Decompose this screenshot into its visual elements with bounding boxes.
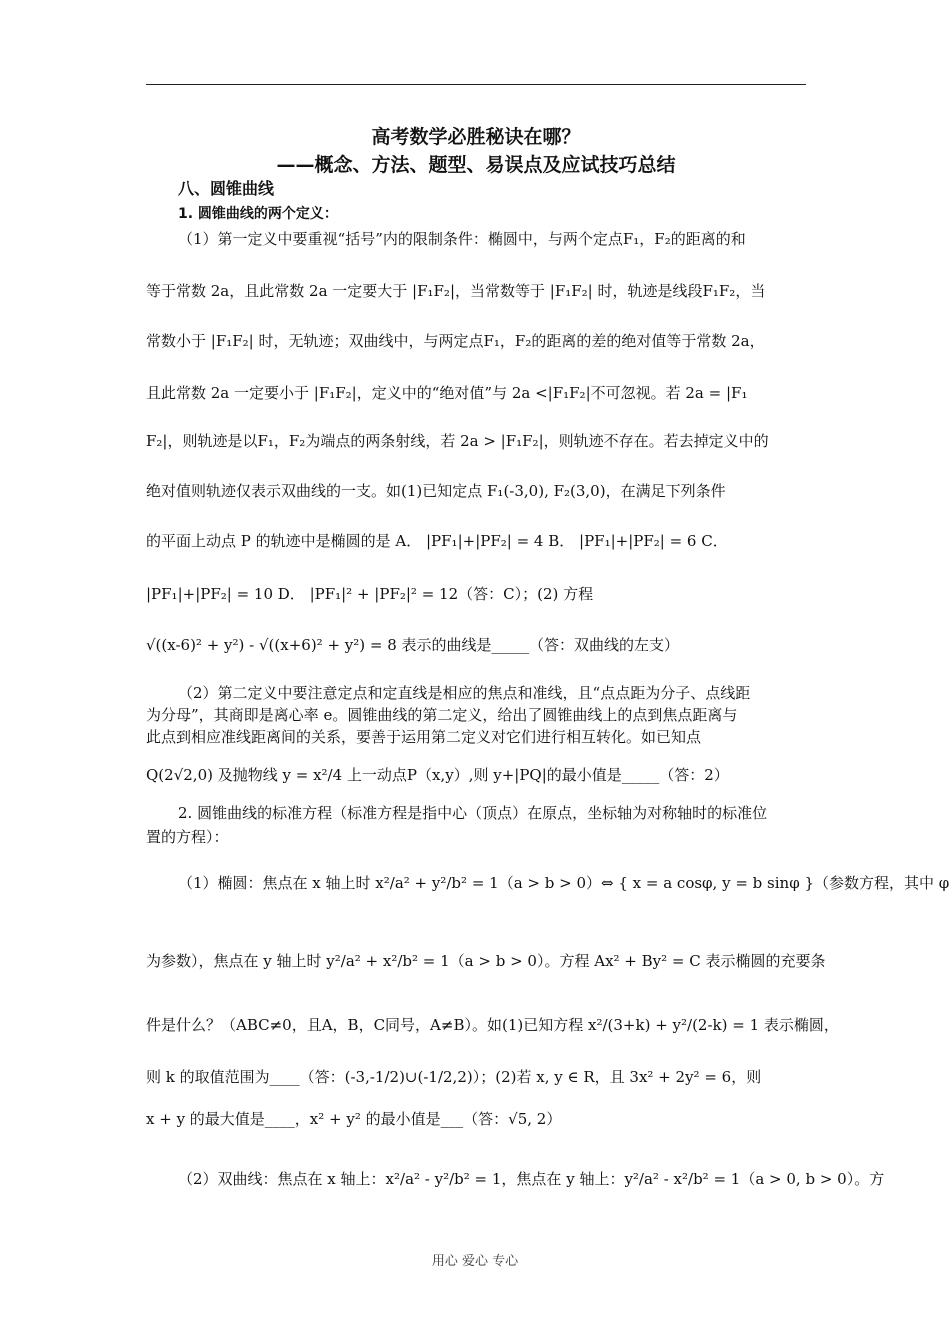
paragraph-line: 且此常数 2a 一定要小于 |F₁F₂|，定义中的“绝对值”与 2a <|F₁F₂|不可忽视。若 2a = |F₁: [146, 384, 748, 402]
section-heading: 八、圆锥曲线: [178, 179, 275, 198]
paragraph-line: 2. 圆锥曲线的标准方程（标准方程是指中心（顶点）在原点，坐标轴为对称轴时的标准位: [178, 804, 768, 822]
paragraph-line: Q(2√2,0) 及抛物线 y = x²/4 上一动点P（x,y）,则 y+|PQ|的最小值是_____（答：2）: [146, 766, 729, 784]
header-rule: [146, 84, 806, 85]
paragraph-line: 置的方程）：: [146, 828, 229, 846]
page-subtitle: ——概念、方法、题型、易误点及应试技巧总结: [276, 154, 676, 176]
page-title: 高考数学必胜秘诀在哪？: [371, 126, 581, 148]
paragraph-line: 则 k 的取值范围为____（答：(-3,-1/2)∪(-1/2,2)）；(2)若 x, y ∈ R，且 3x² + 2y² = 6，则: [146, 1068, 762, 1086]
paragraph-line: （1）第一定义中要重视“括号”内的限制条件：椭圆中，与两个定点F₁，F₂的距离的和: [178, 230, 746, 248]
paragraph-line: 等于常数 2a，且此常数 2a 一定要大于 |F₁F₂|，当常数等于 |F₁F₂| 时，轨迹是线段F₁F₂，当: [146, 282, 766, 300]
paragraph-line: x + y 的最大值是____，x² + y² 的最小值是___（答：√5, 2）: [146, 1110, 562, 1128]
page-footer: 用心 爱心 专心: [431, 1254, 519, 1269]
paragraph-line: 为分母”，其商即是离心率 e。圆锥曲线的第二定义，给出了圆锥曲线上的点到焦点距离与: [146, 706, 738, 724]
paragraph-line: √((x-6)² + y²) - √((x+6)² + y²) = 8 表示的曲线是_____（答：双曲线的左支）: [146, 636, 680, 654]
paragraph-line: |PF₁|+|PF₂| = 10 D． |PF₁|² + |PF₂|² = 12（答：C）；(2) 方程: [146, 585, 594, 603]
paragraph-line: 件是什么？（ABC≠0，且A，B，C同号，A≠B）。如(1)已知方程 x²/(3+k) + y²/(2-k) = 1 表示椭圆，: [146, 1016, 839, 1034]
paragraph-line: 为参数），焦点在 y 轴上时 y²/a² + x²/b² = 1（a > b > 0）。方程 Ax² + By² = C 表示椭圆的充要条: [146, 952, 826, 970]
paragraph-line: 绝对值则轨迹仅表示双曲线的一支。如(1)已知定点 F₁(-3,0), F₂(3,0)，在满足下列条件: [146, 482, 726, 500]
paragraph-line: 常数小于 |F₁F₂| 时，无轨迹；双曲线中，与两定点F₁，F₂的距离的差的绝对值等于常数 2a，: [146, 332, 765, 350]
paragraph-line: （1）椭圆：焦点在 x 轴上时 x²/a² + y²/b² = 1（a > b > 0）⇔ { x = a cosφ, y = b sinφ }（参数方程，其中 φ: [178, 874, 950, 892]
paragraph-line: 此点到相应准线距离间的关系，要善于运用第二定义对它们进行相互转化。如已知点: [146, 728, 702, 746]
paragraph-line: （2）第二定义中要注意定点和定直线是相应的焦点和准线，且“点点距为分子、点线距: [178, 684, 751, 702]
paragraph-line: （2）双曲线：焦点在 x 轴上：x²/a² - y²/b² = 1，焦点在 y 轴上：y²/a² - x²/b² = 1（a > 0, b > 0）。方: [178, 1170, 885, 1188]
subsection-heading-definitions: 1. 圆锥曲线的两个定义：: [178, 206, 338, 222]
paragraph-line: F₂|，则轨迹是以F₁，F₂为端点的两条射线，若 2a > |F₁F₂|，则轨迹不存在。若去掉定义中的: [146, 432, 769, 450]
paragraph-line: 的平面上动点 P 的轨迹中是椭圆的是 A． |PF₁|+|PF₂| = 4 B． |PF₁|+|PF₂| = 6 C．: [146, 532, 728, 550]
